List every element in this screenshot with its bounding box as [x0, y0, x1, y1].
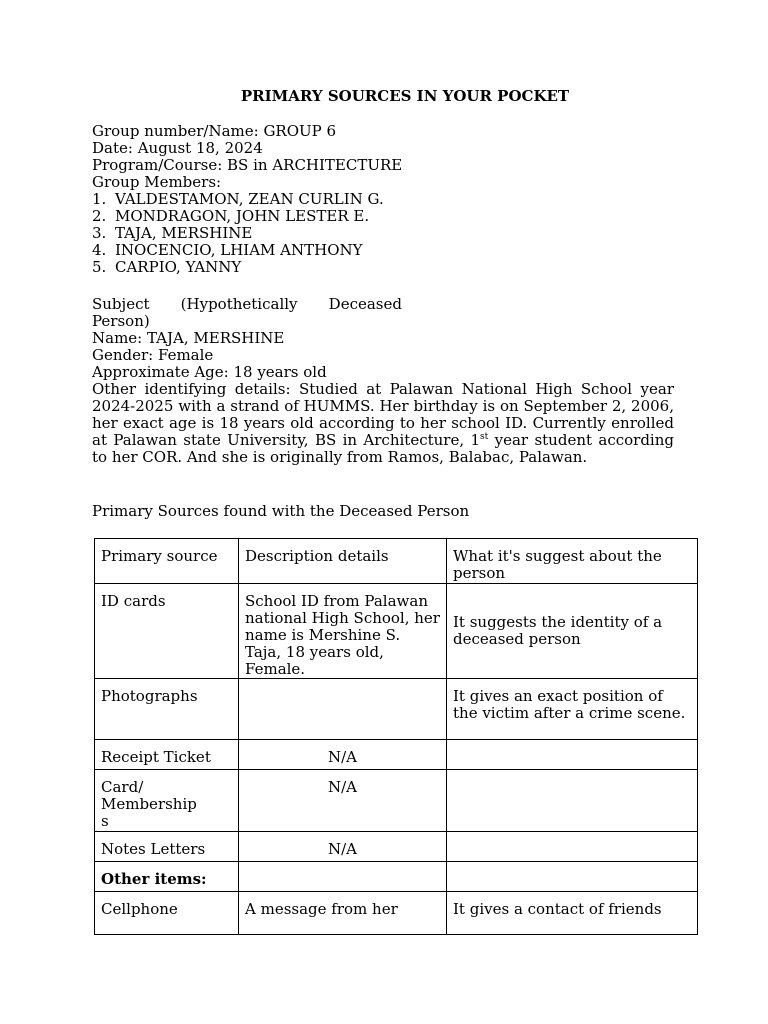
subject-gender: Gender: Female: [92, 346, 214, 364]
table-cell: [447, 770, 698, 832]
list-number: 2.: [92, 207, 107, 225]
date-line: Date: August 18, 2024: [92, 139, 263, 157]
subject-details: [92, 381, 674, 466]
member-name: INOCENCIO, LHIAM ANTHONY: [115, 241, 363, 259]
table-cell: N/A: [239, 740, 447, 770]
subject-heading: Subject (Hypothetically Deceased: [92, 295, 402, 313]
table-cell: [239, 679, 447, 740]
list-number: 3.: [92, 224, 107, 242]
sources-heading: Primary Sources found with the Deceased Person: [92, 502, 470, 520]
table-cell: [447, 740, 698, 770]
table-cell: ID cards: [95, 584, 239, 679]
list-number: 4.: [92, 241, 107, 259]
table-cell: Photographs: [95, 679, 239, 740]
primary-sources-table: [94, 538, 698, 935]
table-cell: School ID from Palawan national High School, her name is Mershine S. Taja, 18 years old, Female.: [239, 584, 447, 679]
members-label: Group Members:: [92, 173, 222, 191]
table-cell: Card/ Membership s: [95, 770, 239, 832]
details-text-1: Other identifying details: Studied at Palawan National High School year 2024-2025 with a strand of HUMMS. Her birthday is on September 2, 2006, her exact age is 18 years old according to her school ID. Currently enrolled at Palawan state University, BS in Architecture, 1: [92, 380, 674, 449]
list-item: [92, 191, 674, 208]
table-row: [95, 770, 698, 832]
table-cell: [447, 862, 698, 892]
list-item: [92, 225, 674, 242]
table-row: [95, 892, 698, 935]
table-cell: Other items:: [95, 862, 239, 892]
table-header-cell: Primary source: [95, 539, 239, 584]
table-cell: It suggests the identity of a deceased person: [447, 584, 698, 679]
table-row: [95, 679, 698, 740]
table-header-cell: Description details: [239, 539, 447, 584]
table-row: [95, 862, 698, 892]
table-cell: Cellphone: [95, 892, 239, 935]
table-row: [95, 740, 698, 770]
table-cell: It gives an exact position of the victim after a crime scene.: [447, 679, 698, 740]
table-cell: N/A: [239, 770, 447, 832]
table-cell: Notes Letters: [95, 832, 239, 862]
table-cell: A message from her: [239, 892, 447, 935]
details-text-2: year student according to her COR. And she is originally from Ramos, Balabac, Palawan.: [92, 431, 674, 466]
table-cell: It gives a contact of friends: [447, 892, 698, 935]
subject-age: Approximate Age: 18 years old: [92, 363, 327, 381]
member-name: TAJA, MERSHINE: [115, 224, 253, 242]
ordinal-suffix: st: [480, 432, 489, 442]
list-item: [92, 208, 674, 225]
table-row: [95, 832, 698, 862]
list-number: 5.: [92, 258, 107, 276]
group-info: [92, 123, 674, 276]
table-header-cell: What it's suggest about the person: [447, 539, 698, 584]
list-item: [92, 242, 674, 259]
group-name: Group number/Name: GROUP 6: [92, 122, 337, 140]
table-header-row: [95, 539, 698, 584]
program-line: Program/Course: BS in ARCHITECTURE: [92, 156, 403, 174]
subject-heading-cont: Person): [92, 312, 150, 330]
member-name: CARPIO, YANNY: [115, 258, 242, 276]
table-row: [95, 584, 698, 679]
table-cell: [447, 832, 698, 862]
list-item: [92, 259, 674, 276]
table-cell: N/A: [239, 832, 447, 862]
table-cell: Receipt Ticket: [95, 740, 239, 770]
member-name: MONDRAGON, JOHN LESTER E.: [115, 207, 370, 225]
subject-section: [92, 296, 674, 466]
members-list: [92, 191, 674, 276]
table-cell: [239, 862, 447, 892]
list-number: 1.: [92, 190, 107, 208]
member-name: VALDESTAMON, ZEAN CURLIN G.: [115, 190, 384, 208]
subject-name: Name: TAJA, MERSHINE: [92, 329, 285, 347]
document-title: PRIMARY SOURCES IN YOUR POCKET: [240, 87, 570, 105]
